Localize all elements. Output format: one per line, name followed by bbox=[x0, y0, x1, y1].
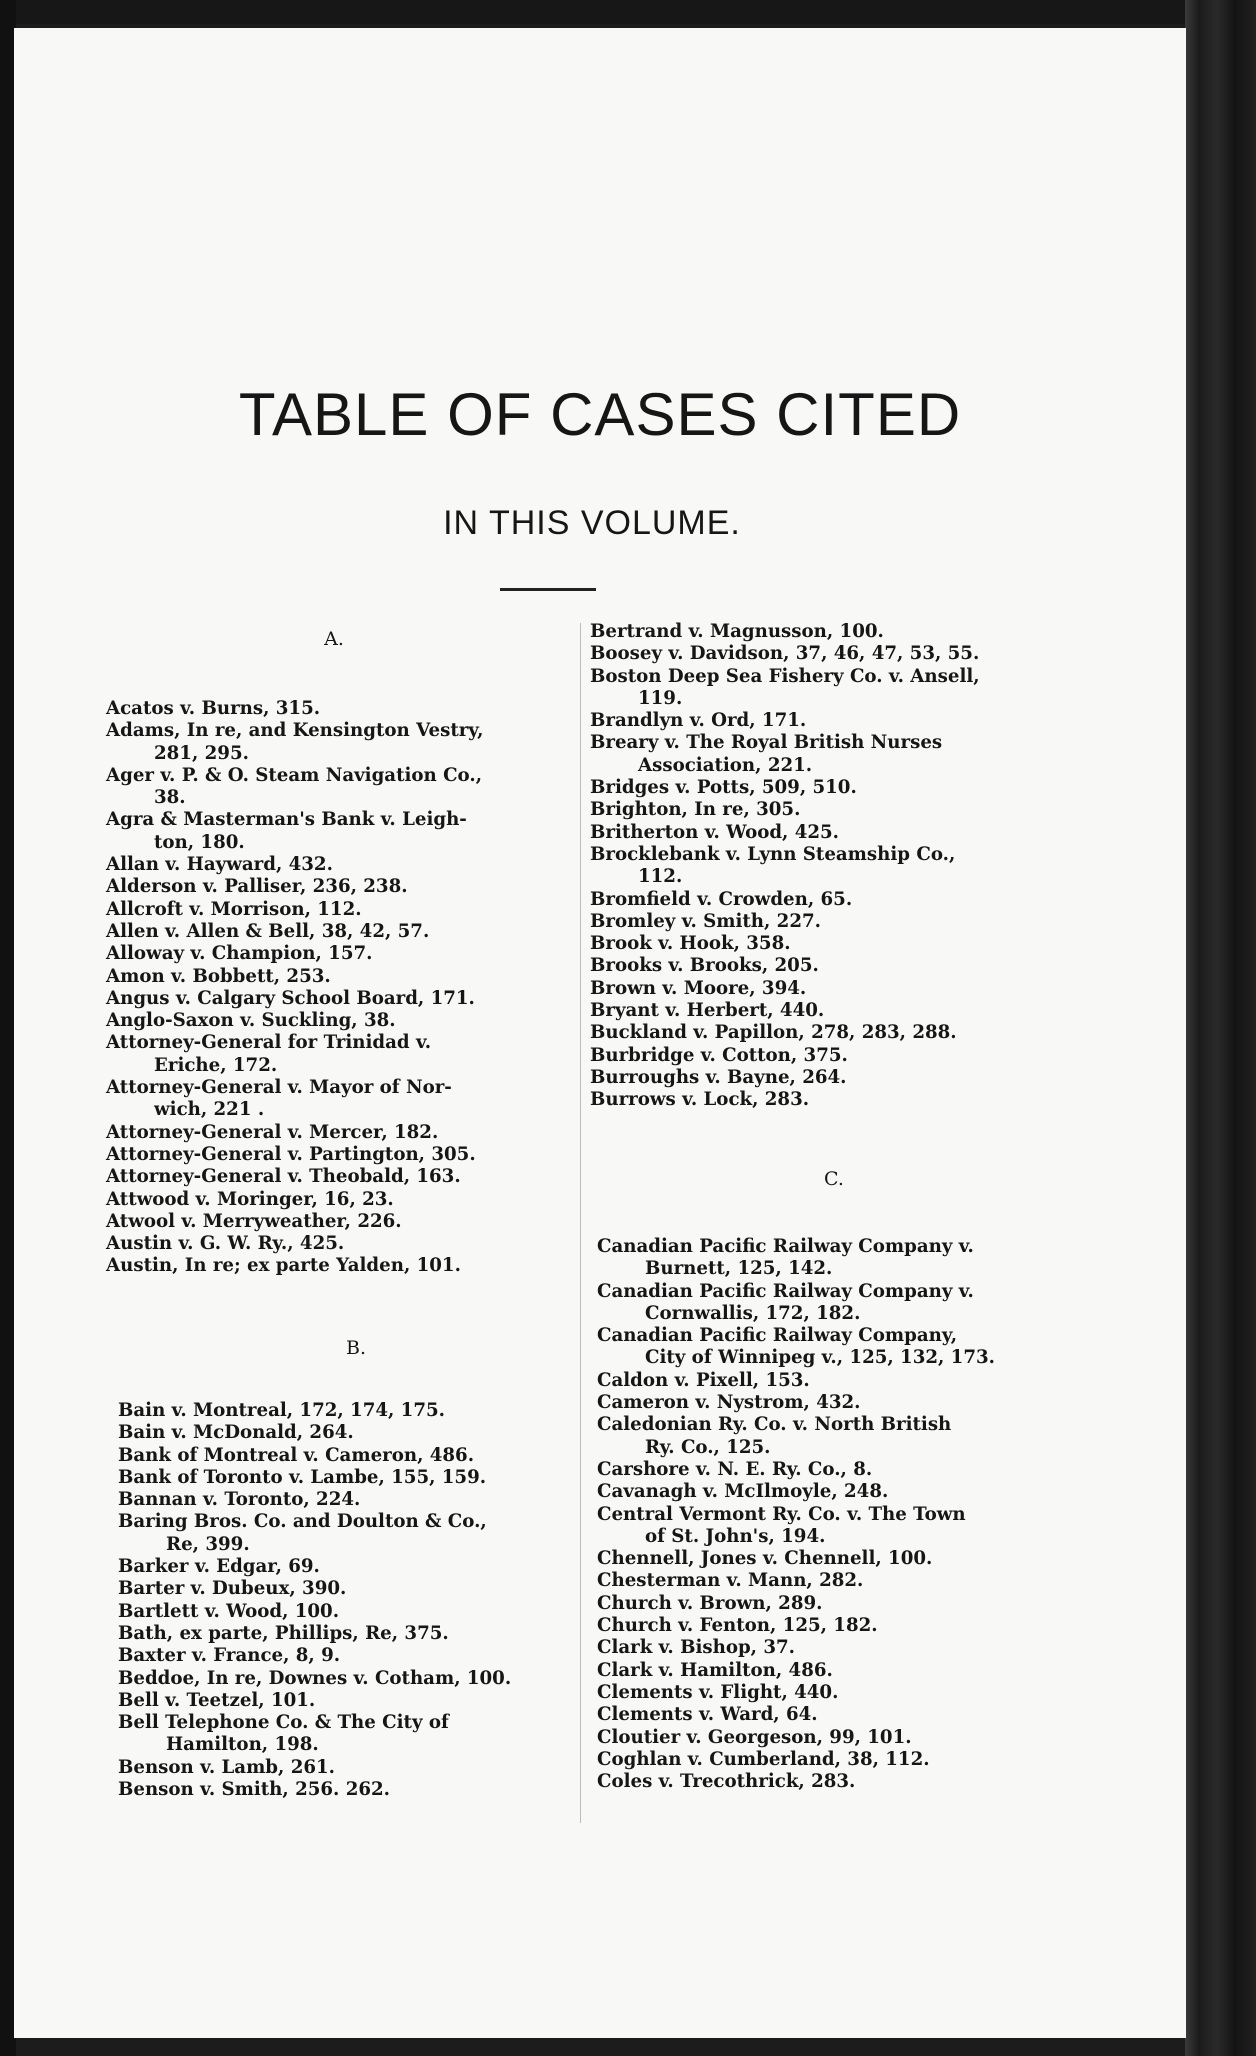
case-entry: Burroughs v. Bayne, 264. bbox=[590, 1066, 847, 1088]
case-entry: Amon v. Bobbett, 253. bbox=[106, 965, 331, 987]
case-entry: Beddoe, In re, Downes v. Cotham, 100. bbox=[118, 1667, 512, 1689]
case-entry: Boston Deep Sea Fishery Co. v. Ansell, bbox=[590, 665, 980, 687]
case-entry: Britherton v. Wood, 425. bbox=[590, 821, 840, 843]
case-entry: Bain v. McDonald, 264. bbox=[118, 1422, 354, 1444]
case-entry: Carshore v. N. E. Ry. Co., 8. bbox=[597, 1458, 873, 1480]
case-entry: Anglo-Saxon v. Suckling, 38. bbox=[106, 1010, 396, 1032]
case-entry-continuation: of St. John's, 194. bbox=[645, 1525, 826, 1547]
case-entry: Bertrand v. Magnusson, 100. bbox=[590, 621, 884, 642]
case-entry: Bromley v. Smith, 227. bbox=[590, 910, 821, 932]
case-entry: Barker v. Edgar, 69. bbox=[118, 1556, 320, 1578]
case-entry: Acatos v. Burns, 315. bbox=[106, 698, 321, 719]
case-entry: Cloutier v. Georgeson, 99, 101. bbox=[597, 1726, 912, 1748]
case-entry: Buckland v. Papillon, 278, 283, 288. bbox=[590, 1022, 957, 1044]
case-entry: Angus v. Calgary School Board, 171. bbox=[106, 987, 475, 1009]
section-a-continued-list bbox=[590, 621, 1070, 1112]
case-entry: Attorney-General for Trinidad v. bbox=[106, 1032, 432, 1054]
case-entry: Caledonian Ry. Co. v. North British bbox=[597, 1414, 952, 1436]
case-entry: Bank of Montreal v. Cameron, 486. bbox=[118, 1444, 475, 1466]
book-page bbox=[14, 28, 1186, 2038]
case-entry: Breary v. The Royal British Nurses bbox=[590, 732, 943, 754]
case-entry: Coghlan v. Cumberland, 38, 112. bbox=[597, 1748, 930, 1770]
case-entry: Bank of Toronto v. Lambe, 155, 159. bbox=[118, 1466, 487, 1488]
case-entry: Bell Telephone Co. & The City of bbox=[118, 1712, 449, 1734]
case-entry: Bridges v. Potts, 509, 510. bbox=[590, 777, 857, 799]
case-entry: Austin v. G. W. Ry., 425. bbox=[106, 1233, 345, 1255]
section-b-list bbox=[118, 1400, 598, 1801]
case-entry-continuation: Re, 399. bbox=[166, 1533, 250, 1555]
page-title: TABLE OF CASES CITED bbox=[238, 381, 962, 448]
page-subtitle: IN THIS VOLUME. bbox=[443, 504, 741, 542]
case-entry: Cavanagh v. McIlmoyle, 248. bbox=[597, 1481, 889, 1503]
case-entry: Canadian Pacific Railway Company v. bbox=[597, 1236, 974, 1257]
case-entry: Clark v. Bishop, 37. bbox=[597, 1637, 795, 1659]
case-entry: Caldon v. Pixell, 153. bbox=[597, 1369, 810, 1391]
case-entry-continuation: Association, 221. bbox=[638, 754, 813, 776]
scan-border-top bbox=[0, 0, 1256, 24]
case-entry-continuation: 38. bbox=[154, 787, 186, 809]
case-entry: Benson v. Lamb, 261. bbox=[118, 1756, 335, 1778]
case-entry: Burrows v. Lock, 283. bbox=[590, 1089, 810, 1111]
case-entry-continuation: Ry. Co., 125. bbox=[645, 1436, 771, 1458]
case-entry-continuation: City of Winnipeg v., 125, 132, 173. bbox=[645, 1347, 995, 1369]
section-heading-c: C. bbox=[824, 1168, 844, 1190]
case-entry: Alderson v. Palliser, 236, 238. bbox=[106, 876, 408, 898]
case-entry: Austin, In re; ex parte Yalden, 101. bbox=[106, 1255, 461, 1277]
case-entry: Central Vermont Ry. Co. v. The Town bbox=[597, 1503, 966, 1525]
case-entry: Benson v. Smith, 256. 262. bbox=[118, 1779, 390, 1801]
case-entry: Clark v. Hamilton, 486. bbox=[597, 1659, 833, 1681]
case-entry: Bath, ex parte, Phillips, Re, 375. bbox=[118, 1622, 449, 1644]
case-entry-continuation: ton, 180. bbox=[154, 831, 245, 853]
case-entry: Bryant v. Herbert, 440. bbox=[590, 1000, 825, 1022]
case-entry-continuation: Cornwallis, 172, 182. bbox=[645, 1302, 861, 1324]
case-entry: Cameron v. Nystrom, 432. bbox=[597, 1392, 861, 1414]
case-entry: Bain v. Montreal, 172, 174, 175. bbox=[118, 1400, 445, 1421]
case-entry: Brandlyn v. Ord, 171. bbox=[590, 710, 807, 732]
case-entry: Baxter v. France, 8, 9. bbox=[118, 1645, 341, 1667]
book-edge bbox=[1185, 0, 1256, 2056]
case-entry: Bannan v. Toronto, 224. bbox=[118, 1489, 361, 1511]
case-entry: Atwool v. Merryweather, 226. bbox=[106, 1210, 402, 1232]
case-entry: Attorney-General v. Mercer, 182. bbox=[106, 1121, 439, 1143]
case-entry: Barter v. Dubeux, 390. bbox=[118, 1578, 347, 1600]
case-entry: Bell v. Teetzel, 101. bbox=[118, 1689, 316, 1711]
case-entry: Brooks v. Brooks, 205. bbox=[590, 955, 819, 977]
case-entry: Church v. Brown, 289. bbox=[597, 1592, 823, 1614]
case-entry: Allen v. Allen & Bell, 38, 42, 57. bbox=[106, 920, 430, 942]
case-entry: Bartlett v. Wood, 100. bbox=[118, 1600, 340, 1622]
case-entry: Bromfield v. Crowden, 65. bbox=[590, 888, 853, 910]
case-entry: Chennell, Jones v. Chennell, 100. bbox=[597, 1548, 933, 1570]
title-divider bbox=[500, 588, 596, 591]
case-entry: Brighton, In re, 305. bbox=[590, 799, 801, 821]
case-entry-continuation: Eriche, 172. bbox=[154, 1054, 278, 1076]
case-entry: Attorney-General v. Mayor of Nor- bbox=[106, 1077, 452, 1099]
case-entry: Brook v. Hook, 358. bbox=[590, 933, 791, 955]
case-entry: Allcroft v. Morrison, 112. bbox=[106, 898, 362, 920]
section-heading-a: A. bbox=[324, 628, 344, 650]
case-entry: Brocklebank v. Lynn Steamship Co., bbox=[590, 843, 956, 865]
case-entry: Canadian Pacific Railway Company v. bbox=[597, 1280, 974, 1302]
case-entry: Chesterman v. Mann, 282. bbox=[597, 1570, 864, 1592]
section-a-list bbox=[106, 698, 586, 1278]
case-entry: Agra & Masterman's Bank v. Leigh- bbox=[106, 809, 467, 831]
case-entry-continuation: Hamilton, 198. bbox=[166, 1734, 319, 1756]
case-entry: Attwood v. Moringer, 16, 23. bbox=[106, 1188, 394, 1210]
case-entry: Attorney-General v. Theobald, 163. bbox=[106, 1166, 461, 1188]
case-entry: Brown v. Moore, 394. bbox=[590, 977, 807, 999]
case-entry: Boosey v. Davidson, 37, 46, 47, 53, 55. bbox=[590, 643, 980, 665]
section-c-list bbox=[597, 1236, 1077, 1793]
case-entry: Burbridge v. Cotton, 375. bbox=[590, 1044, 848, 1066]
case-entry-continuation: 281, 295. bbox=[154, 742, 249, 764]
case-entry-continuation: 119. bbox=[638, 687, 683, 709]
case-entry: Canadian Pacific Railway Company, bbox=[597, 1325, 958, 1347]
case-entry: Coles v. Trecothrick, 283. bbox=[597, 1771, 856, 1793]
case-entry: Clements v. Flight, 440. bbox=[597, 1681, 839, 1703]
case-entry-continuation: wich, 221 . bbox=[154, 1099, 265, 1121]
case-entry: Church v. Fenton, 125, 182. bbox=[597, 1615, 878, 1637]
case-entry: Ager v. P. & O. Steam Navigation Co., bbox=[106, 764, 483, 786]
case-entry: Baring Bros. Co. and Doulton & Co., bbox=[118, 1511, 487, 1533]
case-entry: Clements v. Ward, 64. bbox=[597, 1704, 818, 1726]
case-entry-continuation: 112. bbox=[638, 866, 683, 888]
case-entry-continuation: Burnett, 125, 142. bbox=[645, 1258, 833, 1280]
section-heading-b: B. bbox=[345, 1337, 366, 1359]
case-entry: Alloway v. Champion, 157. bbox=[106, 943, 373, 965]
case-entry: Attorney-General v. Partington, 305. bbox=[106, 1143, 476, 1165]
case-entry: Adams, In re, and Kensington Vestry, bbox=[106, 720, 484, 742]
case-entry: Allan v. Hayward, 432. bbox=[106, 854, 333, 876]
